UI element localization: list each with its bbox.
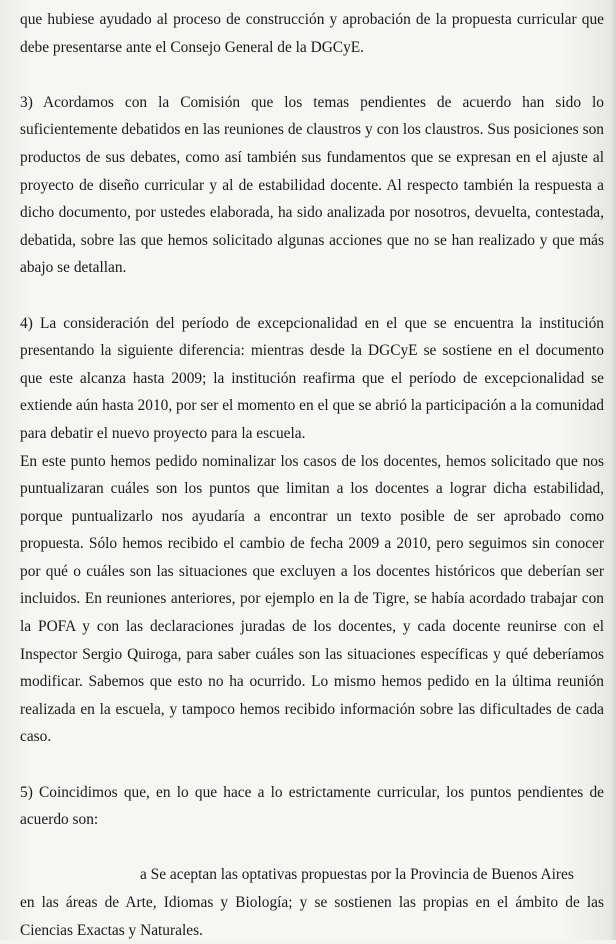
scan-edge-shadow bbox=[610, 0, 616, 940]
paragraph-gap bbox=[20, 282, 604, 310]
item-5a-rest: en las áreas de Arte, Idiomas y Biología; y se sostienen las propias en el ámbito de las Ciencias Exactas y Naturales. bbox=[20, 894, 604, 939]
item-5a-first-line: a Se aceptan las optativas propuestas por la Provincia de Buenos Aires bbox=[140, 866, 574, 884]
item-3-paragraph: 3) Acordamos con la Comisión que los temas pendientes de acuerdo han sido lo suficientemente debatidos en las reuniones de claustros y con los claustros. Sus posiciones son productos de sus debates, como así también sus fundamentos que se expresan en el ajuste al proyecto de diseño curricular y al de estabilidad docente. Al respecto también la respuesta a dicho documento, por ustedes elaborada, ha sido analizada por nosotros, devuelta, contestada, debatida, sobre las que hemos solicitado algunas acciones que no se han realizado y que más abajo se detallan. bbox=[20, 93, 604, 277]
item-4-paragraph: 4) La consideración del período de excepcionalidad en el que se encuentra la institución presentando la siguiente diferencia: mientras desde la DGCyE se sostiene en el documento que este alcanza hasta 2009; la institución reafirma que el período de excepcionalidad se extiende aún hasta 2010, por ser el momento en el que se abrió la participación a la comunidad para debatir el nuevo proyecto para la escuela. bbox=[20, 314, 604, 442]
paragraph-gap bbox=[20, 61, 604, 89]
paragraph-gap bbox=[20, 834, 604, 862]
paragraph-gap bbox=[20, 751, 604, 779]
item-4-continuation: En este punto hemos pedido nominalizar los casos de los docentes, hemos solicitado que nos puntualizaran cuáles son los puntos que limitan a los docentes a lograr dicha estabilidad, porque puntualizarlo nos ayudaría a encontrar un texto posible de ser aprobado como propuesta. Sólo hemos recibido el cambio de fecha 2009 a 2010, pero seguimos sin conocer por qué o cuáles son las situaciones que excluyen a los docentes históricos que deberían ser incluidos. En reuniones anteriores, por ejemplo en la de Tigre, se había acordado trabajar con la POFA y con las declaraciones juradas de los docentes, y cada docente reunirse con el Inspector Sergio Quiroga, para saber cuáles son las situaciones específicas y qué deberíamos modificar. Sabemos que esto no ha ocurrido. Lo mismo hemos pedido en la última reunión realizada en la escuela, y tampoco hemos recibido información sobre las dificultades de cada caso. bbox=[20, 452, 604, 746]
intro-paragraph: que hubiese ayudado al proceso de construcción y aprobación de la propuesta curricular que debe presentarse ante el Consejo General de la DGCyE. bbox=[20, 11, 604, 56]
item-5-paragraph: 5) Coincidimos que, en lo que hace a lo estrictamente curricular, los puntos pendientes de acuerdo son: bbox=[20, 783, 604, 829]
